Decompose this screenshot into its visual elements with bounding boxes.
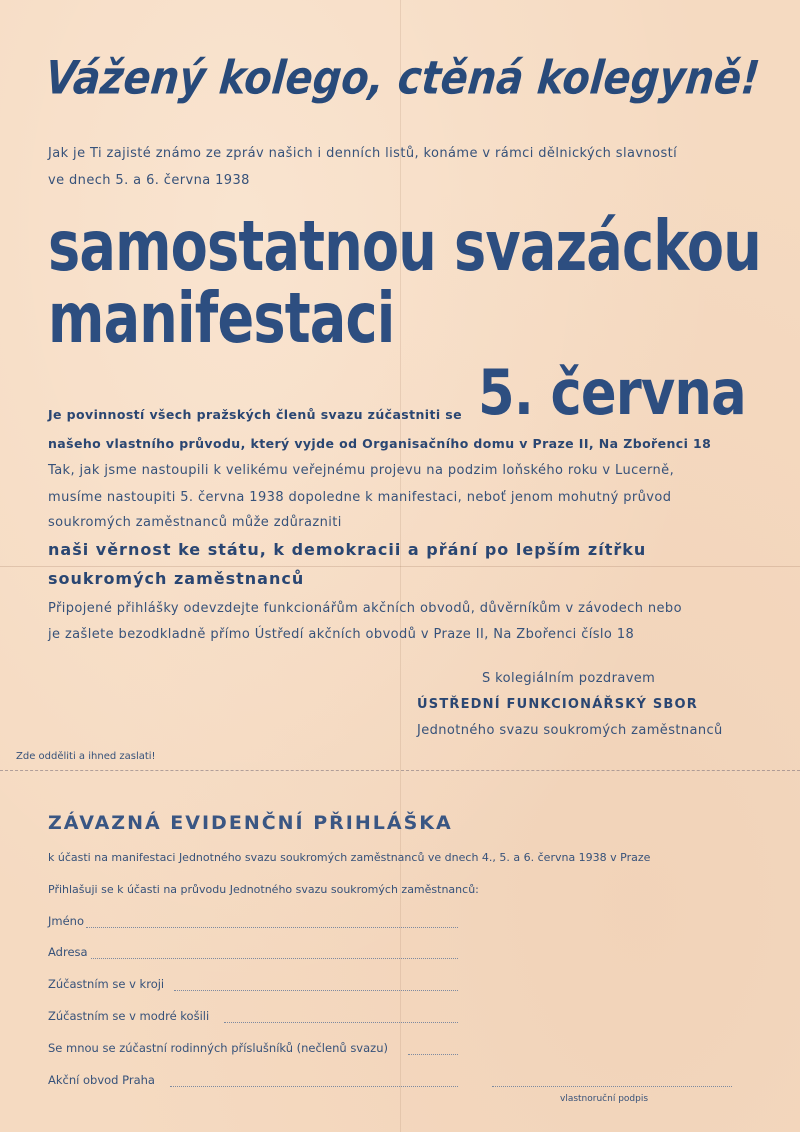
cut-line — [0, 770, 800, 771]
costume-field[interactable] — [174, 990, 458, 991]
field-label-costume: Zúčastním se v kroji — [48, 977, 165, 991]
field-label-name: Jméno — [48, 914, 84, 928]
signatory: ÚSTŘEDNÍ FUNKCIONÁŘSKÝ SBOR — [417, 697, 699, 712]
field-label-blue-shirt: Zúčastním se v modré košili — [48, 1009, 210, 1023]
cut-note: Zde odděliti a ihned zaslati! — [16, 751, 156, 762]
date-headline: 5. června — [478, 356, 746, 429]
organisation: Jednotného svazu soukromých zaměstnanců — [417, 723, 723, 738]
form-declaration: Přihlašuji se k účasti na průvodu Jednotného svazu soukromých zaměstnanců: — [48, 883, 479, 896]
salutation: S kolegiálním pozdravem — [482, 671, 656, 686]
district-field[interactable] — [170, 1086, 458, 1087]
closing-text: je zašlete bezodkladně přímo Ústředí akčních obvodů v Praze II, Na Zbořenci číslo 18 — [48, 627, 635, 642]
body-text: soukromých zaměstnanců může zdůrazniti — [48, 515, 342, 530]
field-label-family: Se mnou se zúčastní rodinných příslušníků (nečlenů svazu) — [48, 1041, 388, 1055]
emphasis-text: soukromých zaměstnanců — [48, 569, 305, 588]
field-label-address: Adresa — [48, 945, 88, 959]
closing-text: Připojené přihlášky odevzdejte funkcionářům akčních obvodů, důvěrníkům v závodech nebo — [48, 601, 682, 616]
fold-line — [400, 0, 401, 1132]
greeting-heading: Vážený kolego, ctěná kolegyně! — [43, 52, 762, 105]
address-field[interactable] — [91, 958, 458, 959]
intro-text: Jak je Ti zajisté známo ze zpráv našich i denních listů, konáme v rámci dělnických slavností — [48, 146, 678, 161]
blue-shirt-field[interactable] — [224, 1022, 458, 1023]
field-label-district: Akční obvod Praha — [48, 1073, 155, 1087]
form-subtitle: k účasti na manifestaci Jednotného svazu soukromých zaměstnanců ve dnech 4., 5. a 6. června 1938 v Praze — [48, 851, 651, 864]
duty-text: Je povinností všech pražských členů svazu zúčastniti se — [48, 407, 463, 422]
signature-label: vlastnoruční podpis — [560, 1094, 649, 1104]
headline: samostatnou svazáckou — [48, 206, 762, 287]
form-title: ZÁVAZNÁ EVIDENČNÍ PŘIHLÁŠKA — [48, 812, 453, 834]
signature-field[interactable] — [492, 1086, 732, 1087]
emphasis-text: naši věrnost ke státu, k demokracii a přání po lepším zítřku — [48, 540, 647, 559]
body-text: Tak, jak jsme nastoupili k velikému veřejnému projevu na podzim loňského roku v Lucerně, — [48, 463, 675, 478]
family-members-field[interactable] — [408, 1054, 458, 1055]
body-text: musíme nastoupiti 5. června 1938 dopoledne k manifestaci, neboť jenom mohutný průvod — [48, 490, 672, 505]
intro-text: ve dnech 5. a 6. června 1938 — [48, 173, 250, 188]
headline: manifestaci — [48, 278, 395, 359]
route-text: našeho vlastního průvodu, který vyjde od Organisačního domu v Praze II, Na Zbořenci 18 — [48, 436, 712, 451]
name-field[interactable] — [86, 927, 458, 928]
